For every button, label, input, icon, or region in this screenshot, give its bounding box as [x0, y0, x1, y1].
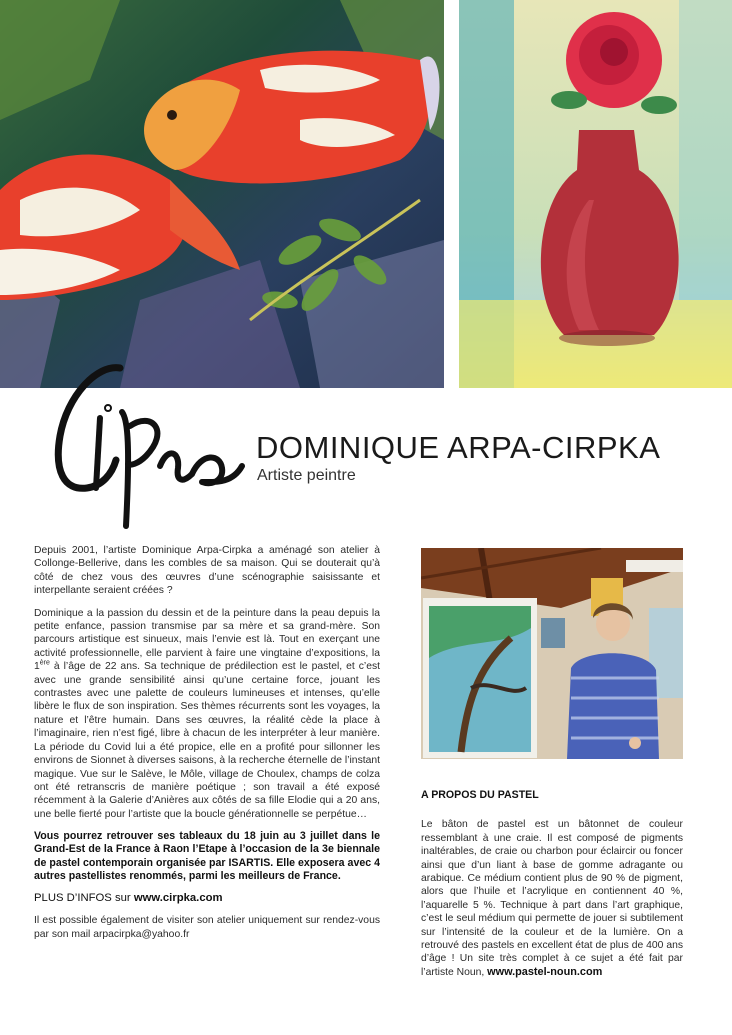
website-link[interactable]: www.cirpka.com — [133, 891, 223, 904]
artist-name: DOMINIQUE ARPA-CIRPKA — [256, 430, 661, 465]
exhibition-paragraph: Vous pourrez retrouver ses tableaux du 18 juin au 3 juillet dans le Grand-Est de la France à Raon l’Etape à l’occasion de la 3e biennale de pastel contemporain organisée par ISARTIS. Elle exposera avec 4 autres pastellistes renommés, parmi les meilleurs de France. — [34, 830, 380, 882]
pastel-noun-link[interactable]: www.pastel-noun.com — [487, 965, 603, 978]
artist-studio-photo — [421, 548, 683, 759]
intro-paragraph: Depuis 2001, l’artiste Dominique Arpa-Cirpka a aménagé son atelier à Collonge-Bellerive, dans les combles de sa maison. Qui se douterait qu’à côté de chez vous des œuvres d’une scénographie saisissante et interpellante seraient créées ? — [34, 545, 380, 597]
pastel-sidebar — [421, 789, 683, 979]
artist-role: Artiste peintre — [257, 467, 356, 484]
visit-paragraph: Il est possible également de visiter son atelier uniquement sur rendez-vous par son mail arpacirpka@yahoo.fr — [34, 915, 380, 940]
ordinal-suffix: ère — [39, 659, 50, 667]
biography-paragraph: Dominique a la passion du dessin et de la peinture dans la peau depuis la petite enfance, passion transmise par sa mère et sa grand-mère. Son parcours artistique est sinueux, mais l’envie est là. Tout en exerçant une activité professionnelle, elle parvient à faire une vingtaine d’expositions, la 1ère à l’âge de 22 ans. Sa technique de prédilection est le pastel, et c’est avec une grande sensibilité ainsi qu’une certaine force, jouant les contrastes avec une palette de couleurs lumineuses et intenses, qu’elle libère le flux de son inspiration. Ses thèmes récurrents sont les voyages, la nature et l’être humain. Dans ses œuvres, la réalité cède la place à l’imaginaire, rien n’est figé, libre à chacun de les interpréter à leur manière. La période du Covid lui a été propice, elle en a profité pour sillonner les environs de Sionnet à diverses saisons, à la recherche éternelle de l’instant magique. Vue sur le Salève, le Môle, village de Choulex, champs de colza ont été retranscris de manière poétique ; son travail a été exposé récemment à la Galerie d’Anières aux côtés de sa fille Elodie qui a 20 ans, une belle fierté pour l’artiste que la boucle générationnelle se perpétue… — [34, 607, 380, 820]
pastel-heading: A PROPOS DU PASTEL — [421, 789, 539, 801]
info-line: PLUS D’INFOS sur www.cirpka.com — [34, 891, 223, 904]
pastel-paragraph: Le bâton de pastel est un bâtonnet de couleur ressemblant à une craie. Il est composé de pigments inaltérables, de craie ou charbon pour éclaircir ou foncer ainsi que d’un liant à base de gomme adragante ou arabique. Ce médium contient plus de 90 % de pigment, alors que l’huile et l’acrylique en contiennent 40 %, l’aquarelle 5 %. Technique à part dans l’art graphique, c’est le seul médium qui permette de jouer si subtilement sur l’intensité de la couleur et de la lumière. On a retrouvé des pastels en excellent état de plus de 400 ans d’âge ! Un site très complet à ce sujet a été fait par l’artiste Noun, www.pastel-noun.com — [421, 819, 683, 978]
koi-painting — [0, 0, 444, 388]
signature-logo — [42, 356, 252, 536]
article-main-column — [34, 544, 380, 950]
vase-painting — [459, 0, 732, 388]
